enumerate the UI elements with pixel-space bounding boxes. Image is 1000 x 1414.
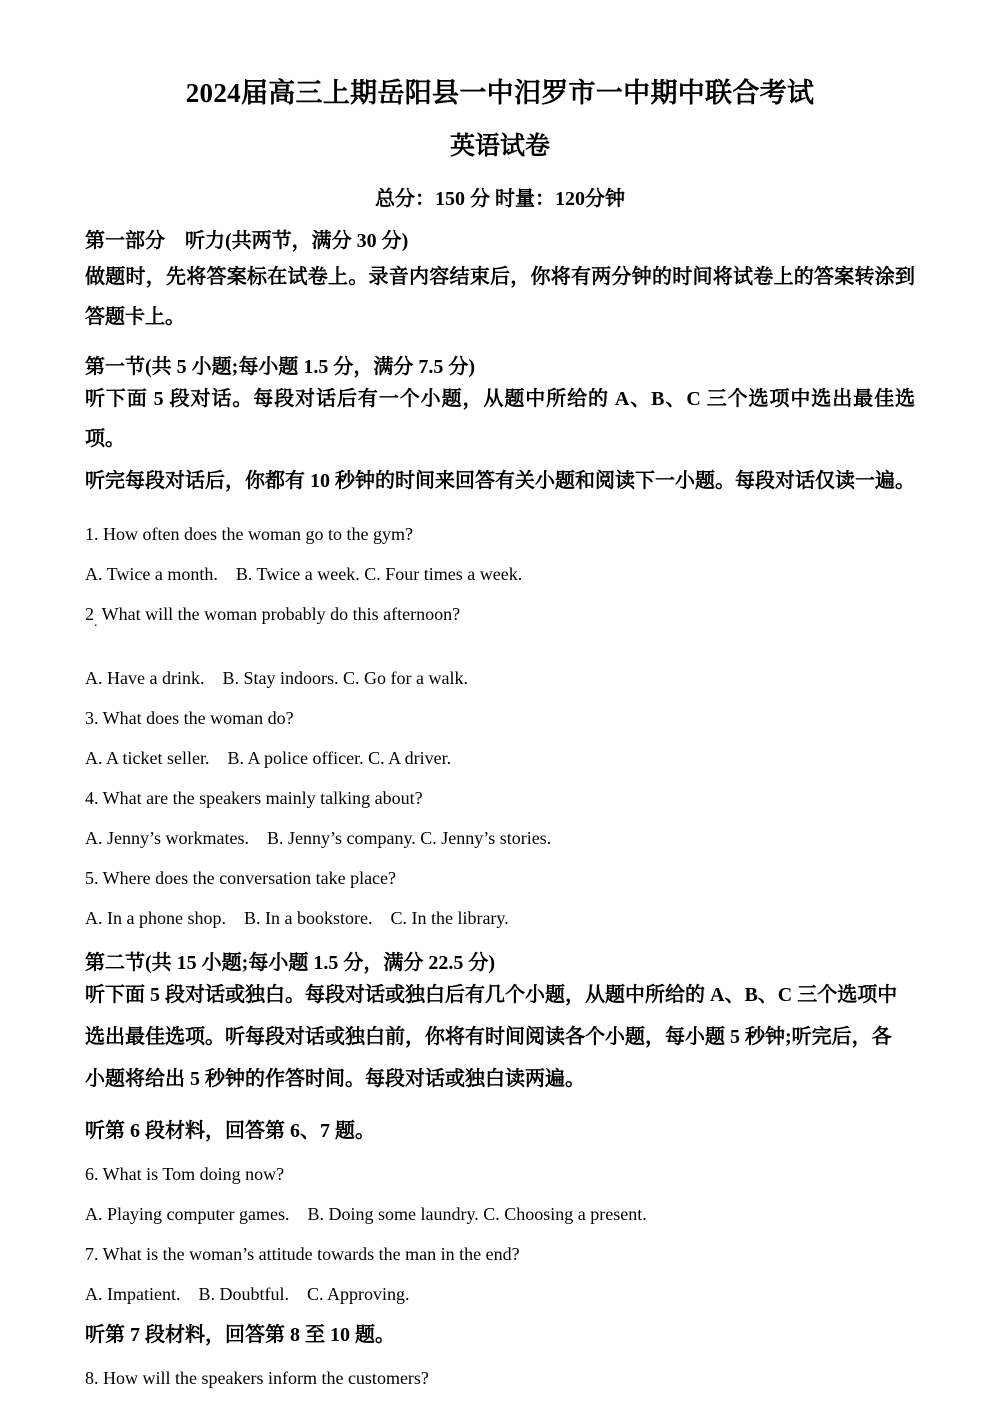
section-two-instruction-line-2: 选出最佳选项。听每段对话或独白前，你将有时间阅读各个小题，每小题 5 秒钟;听完后，各 xyxy=(85,1025,892,1048)
question-2-stem xyxy=(85,583,915,630)
question-3-stem: 3. What does the woman do? xyxy=(85,707,294,728)
question-8-stem: 8. How will the speakers inform the customers? xyxy=(85,1367,429,1388)
question-2-options: A. Have a drink. B. Stay indoors. C. Go for a walk. xyxy=(85,667,468,688)
question-2-stray-period: . xyxy=(94,614,98,630)
question-7-options: A. Impatient. B. Doubtful. C. Approving. xyxy=(85,1283,410,1304)
question-1-options: A. Twice a month. B. Twice a week. C. Four times a week. xyxy=(85,563,523,584)
question-7-stem: 7. What is the woman’s attitude towards the man in the end? xyxy=(85,1243,520,1264)
part-one-instruction: 做题时，先将答案标在试卷上。录音内容结束后，你将有两分钟的时间将试卷上的答案转涂到答题卡上。 xyxy=(85,265,915,328)
question-2-number: 2 xyxy=(85,603,94,624)
section-one-heading: 第一节(共 5 小题;每小题 1.5 分，满分 7.5 分) xyxy=(85,355,475,378)
question-2-text: What will the woman probably do this afternoon? xyxy=(97,603,461,624)
question-4-stem: 4. What are the speakers mainly talking about? xyxy=(85,787,423,808)
section-two-instruction-line-1: 听下面 5 段对话或独白。每段对话或独白后有几个小题，从题中所给的 A、B、C 三个选项中 xyxy=(85,983,898,1006)
section-one-instruction-line-1: 听下面 5 段对话。每段对话后有一个小题，从题中所给的 A、B、C 三个选项中选出最佳选项。 xyxy=(85,387,915,450)
score-and-time-line: 总分：150 分 时量：120分钟 xyxy=(375,187,625,210)
part-one-heading: 第一部分 听力(共两节，满分 30 分) xyxy=(85,229,409,252)
question-5-options: A. In a phone shop. B. In a bookstore. C. In the library. xyxy=(85,907,509,928)
page-subtitle: 英语试卷 xyxy=(449,133,550,161)
question-5-stem: 5. Where does the conversation take place? xyxy=(85,867,397,888)
section-two-heading: 第二节(共 15 小题;每小题 1.5 分，满分 22.5 分) xyxy=(85,951,495,974)
question-4-options: A. Jenny’s workmates. B. Jenny’s company. C. Jenny’s stories. xyxy=(85,827,552,848)
page-title: 2024届高三上期岳阳县一中汨罗市一中期中联合考试 xyxy=(185,78,815,108)
question-6-stem: 6. What is Tom doing now? xyxy=(85,1163,285,1184)
section-two-instruction-line-3: 小题将给出 5 秒钟的作答时间。每段对话或独白读两遍。 xyxy=(85,1067,585,1090)
section-one-instruction-line-2: 听完每段对话后，你都有 10 秒钟的时间来回答有关小题和阅读下一小题。每段对话仅读一遍。 xyxy=(85,469,915,492)
material-6-label: 听第 6 段材料，回答第 6、7 题。 xyxy=(85,1119,375,1142)
material-7-label: 听第 7 段材料，回答第 8 至 10 题。 xyxy=(85,1323,395,1346)
question-6-options: A. Playing computer games. B. Doing some laundry. C. Choosing a present. xyxy=(85,1203,647,1224)
question-3-options: A. A ticket seller. B. A police officer. C. A driver. xyxy=(85,747,452,768)
question-1-stem: 1. How often does the woman go to the gym? xyxy=(85,523,413,544)
